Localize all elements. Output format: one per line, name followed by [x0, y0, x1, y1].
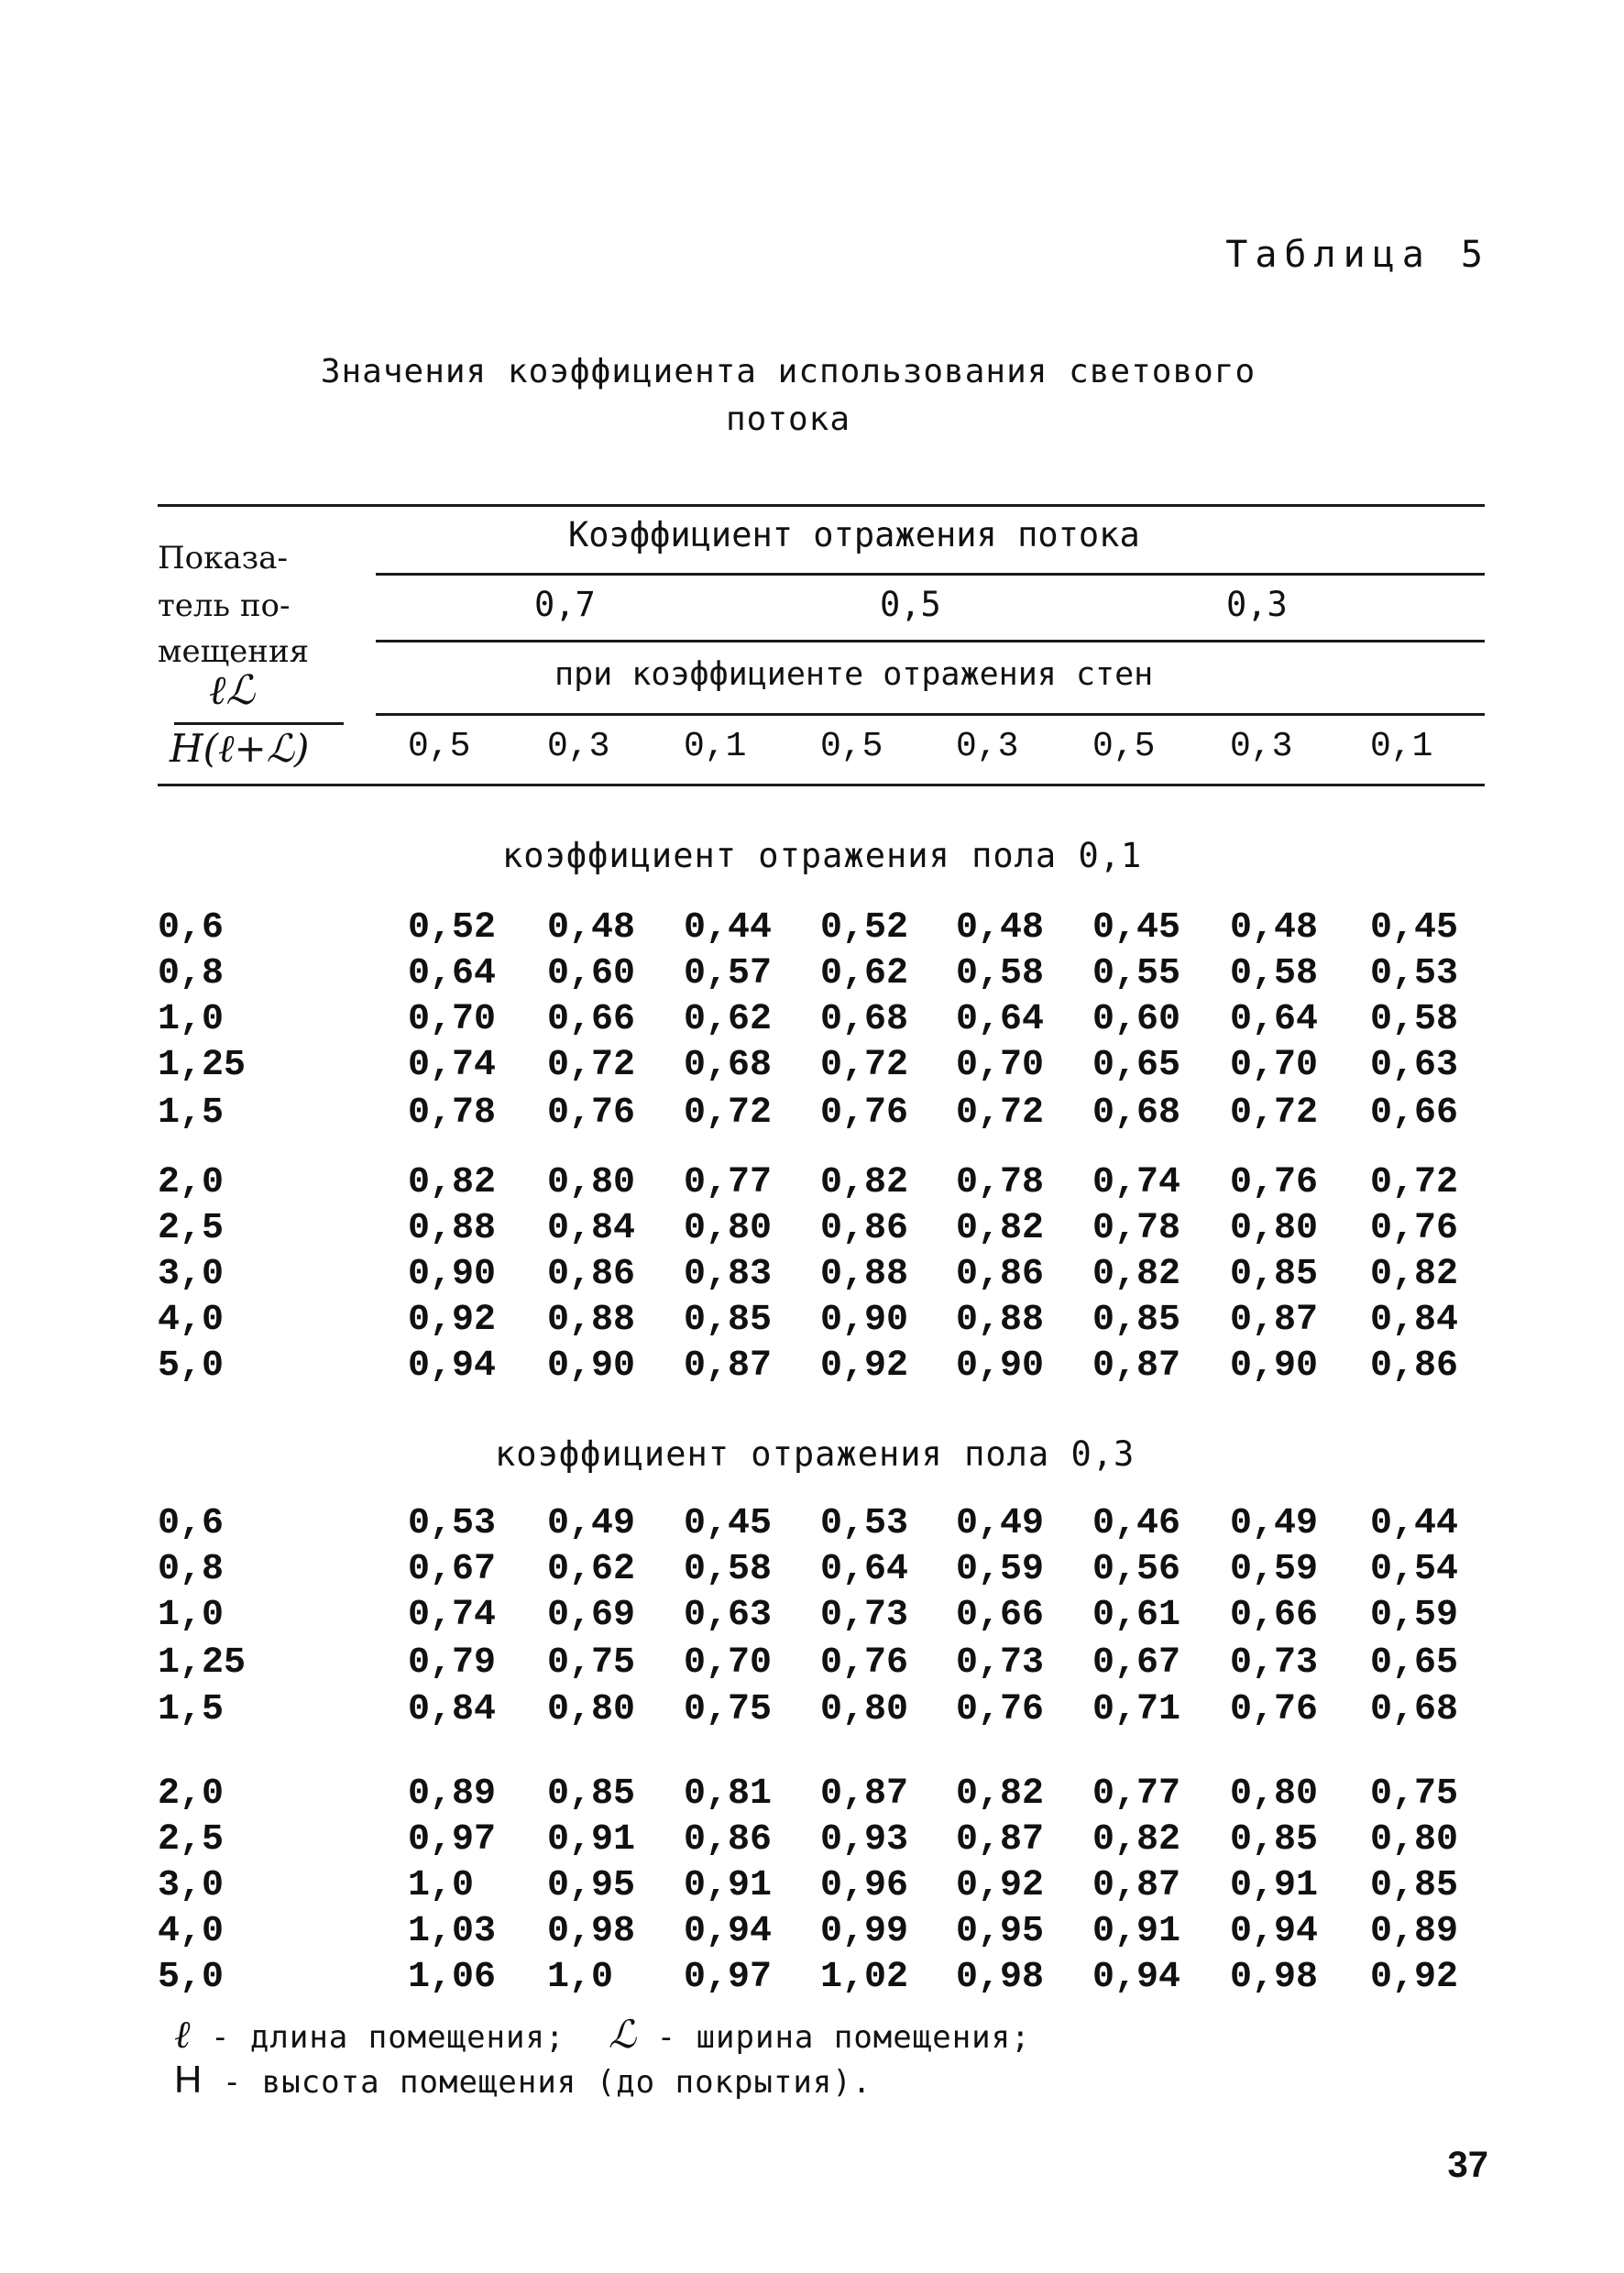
coefficient-cell: 0,64	[1230, 999, 1319, 1040]
coefficient-cell: 0,93	[820, 1819, 909, 1861]
coefficient-cell: 0,52	[408, 907, 497, 949]
coefficient-cell: 0,70	[684, 1642, 773, 1684]
coefficient-cell: 0,82	[1092, 1254, 1181, 1295]
coefficient-cell: 0,70	[408, 999, 497, 1040]
coefficient-cell: 0,96	[820, 1865, 909, 1906]
coefficient-cell: 0,85	[684, 1300, 773, 1341]
coefficient-cell: 0,72	[820, 1045, 909, 1086]
coefficient-cell: 0,48	[956, 907, 1045, 949]
legend-text-width: - ширина помещения;	[637, 2019, 1031, 2056]
coefficient-cell: 0,86	[547, 1254, 636, 1295]
coefficient-cell: 0,76	[820, 1642, 909, 1684]
coefficient-cell: 0,84	[547, 1208, 636, 1249]
coefficient-cell: 0,84	[1370, 1300, 1459, 1341]
coefficient-cell: 0,75	[684, 1689, 773, 1730]
coefficient-cell: 0,88	[956, 1300, 1045, 1341]
coefficient-cell: 0,82	[956, 1208, 1045, 1249]
legend-line-2	[174, 2058, 872, 2102]
coefficient-cell: 0,77	[1092, 1773, 1181, 1815]
section-title-floor-01: коэффициент отражения пола 0,1	[502, 836, 1143, 875]
coefficient-cell: 0,97	[684, 1957, 773, 1998]
ceiling-value-3: 0,3	[1226, 585, 1288, 624]
coefficient-cell: 0,86	[684, 1819, 773, 1861]
coefficient-cell: 0,53	[820, 1503, 909, 1544]
wall-reflection-title: при коэффициенте отражения стен	[554, 656, 1154, 693]
coefficient-cell: 0,62	[547, 1549, 636, 1590]
coefficient-cell: 0,87	[1092, 1865, 1181, 1906]
coefficient-cell: 0,98	[956, 1957, 1045, 1998]
coefficient-cell: 0,80	[547, 1689, 636, 1730]
coefficient-cell: 0,73	[1230, 1642, 1319, 1684]
coefficient-cell: 0,44	[684, 907, 773, 949]
coefficient-cell: 0,87	[956, 1819, 1045, 1861]
coefficient-cell: 0,80	[1370, 1819, 1459, 1861]
coefficient-cell: 0,58	[1230, 953, 1319, 994]
coefficient-cell: 0,85	[547, 1773, 636, 1815]
coefficient-cell: 0,45	[684, 1503, 773, 1544]
coefficient-cell: 0,83	[684, 1254, 773, 1295]
coefficient-cell: 0,69	[547, 1595, 636, 1636]
coefficient-cell: 0,86	[956, 1254, 1045, 1295]
room-index-cell: 1,25	[158, 1642, 247, 1684]
legend-symbol-height: H	[174, 2058, 203, 2101]
coefficient-cell: 0,53	[1370, 953, 1459, 994]
coefficient-cell: 0,53	[408, 1503, 497, 1544]
coefficient-cell: 0,66	[956, 1595, 1045, 1636]
coefficient-cell: 0,87	[1092, 1345, 1181, 1387]
wall-value-header: 0,5	[1092, 727, 1156, 766]
coefficient-cell: 0,86	[820, 1208, 909, 1249]
room-index-cell: 0,6	[158, 907, 225, 949]
coefficient-cell: 0,58	[684, 1549, 773, 1590]
coefficient-cell: 0,68	[1370, 1689, 1459, 1730]
header-rule-ceiling	[376, 573, 1485, 576]
coefficient-cell: 0,94	[408, 1345, 497, 1387]
coefficient-cell: 0,80	[547, 1162, 636, 1203]
table-title-line-1: Значения коэффициента использования светового	[320, 353, 1256, 390]
coefficient-cell: 0,64	[820, 1549, 909, 1590]
legend-line-1	[174, 2012, 1031, 2058]
coefficient-cell: 0,82	[820, 1162, 909, 1203]
coefficient-cell: 0,98	[547, 1911, 636, 1952]
coefficient-cell: 0,68	[1092, 1093, 1181, 1134]
room-index-cell: 0,6	[158, 1503, 225, 1544]
coefficient-cell: 0,81	[684, 1773, 773, 1815]
coefficient-cell: 0,90	[1230, 1345, 1319, 1387]
room-index-cell: 3,0	[158, 1254, 225, 1295]
coefficient-cell: 0,80	[1230, 1773, 1319, 1815]
coefficient-cell: 0,85	[1230, 1819, 1319, 1861]
coefficient-cell: 0,48	[1230, 907, 1319, 949]
page-number: 37	[1447, 2145, 1488, 2185]
coefficient-cell: 0,82	[408, 1162, 497, 1203]
coefficient-cell: 0,76	[1370, 1208, 1459, 1249]
room-index-cell: 2,5	[158, 1208, 225, 1249]
coefficient-cell: 0,63	[1370, 1045, 1459, 1086]
legend-symbol-width: ℒ	[608, 2012, 638, 2057]
coefficient-cell: 0,65	[1370, 1642, 1459, 1684]
coefficient-cell: 0,99	[820, 1911, 909, 1952]
room-index-cell: 2,0	[158, 1773, 225, 1815]
wall-value-header: 0,1	[1370, 727, 1433, 766]
coefficient-cell: 0,56	[1092, 1549, 1181, 1590]
coefficient-cell: 0,76	[956, 1689, 1045, 1730]
room-index-cell: 2,0	[158, 1162, 225, 1203]
coefficient-cell: 0,91	[547, 1819, 636, 1861]
legend-text-height: - высота помещения (до покрытия).	[203, 2064, 872, 2101]
coefficient-cell: 1,06	[408, 1957, 497, 1998]
coefficient-cell: 0,90	[820, 1300, 909, 1341]
coefficient-cell: 0,66	[547, 999, 636, 1040]
coefficient-cell: 0,62	[820, 953, 909, 994]
coefficient-cell: 0,89	[1370, 1911, 1459, 1952]
room-index-cell: 1,0	[158, 999, 225, 1040]
room-index-cell: 5,0	[158, 1345, 225, 1387]
formula-denominator: H(ℓ+ℒ)	[170, 726, 310, 771]
coefficient-cell: 0,78	[956, 1162, 1045, 1203]
wall-value-header: 0,1	[684, 727, 747, 766]
wall-value-header: 0,3	[547, 727, 610, 766]
room-index-cell: 0,8	[158, 1549, 225, 1590]
coefficient-cell: 0,70	[1230, 1045, 1319, 1086]
coefficient-cell: 0,66	[1370, 1093, 1459, 1134]
room-index-cell: 5,0	[158, 1957, 225, 1998]
coefficient-cell: 0,85	[1370, 1865, 1459, 1906]
coefficient-cell: 0,78	[1092, 1208, 1181, 1249]
coefficient-cell: 0,92	[1370, 1957, 1459, 1998]
coefficient-cell: 0,74	[408, 1045, 497, 1086]
coefficient-cell: 0,77	[684, 1162, 773, 1203]
coefficient-cell: 0,72	[547, 1045, 636, 1086]
coefficient-cell: 0,70	[956, 1045, 1045, 1086]
coefficient-cell: 0,72	[684, 1093, 773, 1134]
coefficient-cell: 0,94	[1092, 1957, 1181, 1998]
coefficient-cell: 0,90	[547, 1345, 636, 1387]
coefficient-cell: 0,91	[1092, 1911, 1181, 1952]
coefficient-cell: 0,76	[820, 1093, 909, 1134]
ceiling-value-1: 0,7	[534, 585, 596, 624]
coefficient-cell: 1,0	[408, 1865, 475, 1906]
room-index-cell: 4,0	[158, 1911, 225, 1952]
coefficient-cell: 0,59	[956, 1549, 1045, 1590]
coefficient-cell: 1,03	[408, 1911, 497, 1952]
coefficient-cell: 0,49	[547, 1503, 636, 1544]
coefficient-cell: 0,91	[1230, 1865, 1319, 1906]
legend-symbol-length: ℓ	[174, 2012, 192, 2057]
coefficient-cell: 0,95	[956, 1911, 1045, 1952]
coefficient-cell: 0,92	[408, 1300, 497, 1341]
table-title-line-2: потока	[725, 401, 851, 438]
room-index-label-1: Показа-	[158, 540, 288, 576]
header-rule-walls	[376, 713, 1485, 716]
coefficient-cell: 0,72	[1370, 1162, 1459, 1203]
coefficient-cell: 0,59	[1370, 1595, 1459, 1636]
table-label: Таблица 5	[1225, 234, 1490, 276]
coefficient-cell: 0,68	[820, 999, 909, 1040]
coefficient-cell: 0,66	[1230, 1595, 1319, 1636]
coefficient-cell: 0,71	[1092, 1689, 1181, 1730]
coefficient-cell: 0,76	[1230, 1162, 1319, 1203]
header-rule-ceiling-values	[376, 640, 1485, 642]
coefficient-cell: 0,63	[684, 1595, 773, 1636]
coefficient-cell: 0,80	[820, 1689, 909, 1730]
section-title-floor-03: коэффициент отражения пола 0,3	[495, 1434, 1136, 1474]
coefficient-cell: 0,58	[956, 953, 1045, 994]
coefficient-cell: 0,87	[1230, 1300, 1319, 1341]
coefficient-cell: 0,58	[1370, 999, 1459, 1040]
coefficient-cell: 0,72	[956, 1093, 1045, 1134]
coefficient-cell: 0,57	[684, 953, 773, 994]
coefficient-cell: 0,59	[1230, 1549, 1319, 1590]
coefficient-cell: 0,80	[684, 1208, 773, 1249]
room-index-cell: 4,0	[158, 1300, 225, 1341]
legend-text-length: - длина помещения;	[191, 2019, 565, 2056]
coefficient-cell: 0,92	[820, 1345, 909, 1387]
coefficient-cell: 0,48	[547, 907, 636, 949]
coefficient-cell: 0,95	[547, 1865, 636, 1906]
coefficient-cell: 0,67	[408, 1549, 497, 1590]
room-index-cell: 1,5	[158, 1093, 225, 1134]
coefficient-cell: 0,85	[1230, 1254, 1319, 1295]
coefficient-cell: 0,49	[1230, 1503, 1319, 1544]
ceiling-reflection-title: Коэффициент отражения потока	[568, 515, 1140, 555]
coefficient-cell: 0,74	[1092, 1162, 1181, 1203]
coefficient-cell: 0,90	[408, 1254, 497, 1295]
coefficient-cell: 0,82	[956, 1773, 1045, 1815]
coefficient-cell: 0,55	[1092, 953, 1181, 994]
room-index-label-3: мещения	[158, 633, 310, 670]
coefficient-cell: 0,44	[1370, 1503, 1459, 1544]
room-index-cell: 3,0	[158, 1865, 225, 1906]
coefficient-cell: 0,74	[408, 1595, 497, 1636]
coefficient-cell: 0,73	[820, 1595, 909, 1636]
coefficient-cell: 0,45	[1092, 907, 1181, 949]
coefficient-cell: 0,65	[1092, 1045, 1181, 1086]
wall-value-header: 0,3	[1230, 727, 1293, 766]
header-bottom-rule	[158, 784, 1485, 786]
coefficient-cell: 0,76	[547, 1093, 636, 1134]
room-index-cell: 1,25	[158, 1045, 247, 1086]
coefficient-cell: 0,91	[684, 1865, 773, 1906]
coefficient-cell: 0,94	[684, 1911, 773, 1952]
coefficient-cell: 0,88	[547, 1300, 636, 1341]
coefficient-cell: 1,02	[820, 1957, 909, 1998]
coefficient-cell: 0,49	[956, 1503, 1045, 1544]
coefficient-cell: 0,76	[1230, 1689, 1319, 1730]
coefficient-cell: 0,87	[684, 1345, 773, 1387]
coefficient-cell: 0,84	[408, 1689, 497, 1730]
coefficient-cell: 0,97	[408, 1819, 497, 1861]
coefficient-cell: 0,75	[1370, 1773, 1459, 1815]
coefficient-cell: 0,80	[1230, 1208, 1319, 1249]
coefficient-cell: 0,60	[547, 953, 636, 994]
coefficient-cell: 0,88	[820, 1254, 909, 1295]
room-index-cell: 0,8	[158, 953, 225, 994]
coefficient-cell: 0,82	[1370, 1254, 1459, 1295]
coefficient-cell: 0,61	[1092, 1595, 1181, 1636]
room-index-cell: 1,0	[158, 1595, 225, 1636]
coefficient-cell: 0,82	[1092, 1819, 1181, 1861]
coefficient-cell: 0,64	[956, 999, 1045, 1040]
coefficient-cell: 0,98	[1230, 1957, 1319, 1998]
wall-value-header: 0,5	[820, 727, 883, 766]
ceiling-value-2: 0,5	[880, 585, 941, 624]
formula-fraction-bar	[174, 722, 344, 725]
coefficient-cell: 0,45	[1370, 907, 1459, 949]
coefficient-cell: 0,46	[1092, 1503, 1181, 1544]
coefficient-cell: 0,86	[1370, 1345, 1459, 1387]
coefficient-cell: 0,68	[684, 1045, 773, 1086]
room-index-cell: 2,5	[158, 1819, 225, 1861]
coefficient-cell: 0,75	[547, 1642, 636, 1684]
coefficient-cell: 0,89	[408, 1773, 497, 1815]
room-index-label-2: тель по-	[158, 587, 291, 624]
coefficient-cell: 0,73	[956, 1642, 1045, 1684]
coefficient-cell: 0,67	[1092, 1642, 1181, 1684]
coefficient-cell: 0,62	[684, 999, 773, 1040]
coefficient-cell: 0,52	[820, 907, 909, 949]
coefficient-cell: 1,0	[547, 1957, 614, 1998]
coefficient-cell: 0,72	[1230, 1093, 1319, 1134]
coefficient-cell: 0,88	[408, 1208, 497, 1249]
coefficient-cell: 0,79	[408, 1642, 497, 1684]
coefficient-cell: 0,54	[1370, 1549, 1459, 1590]
coefficient-cell: 0,90	[956, 1345, 1045, 1387]
header-top-rule	[158, 504, 1485, 507]
coefficient-cell: 0,87	[820, 1773, 909, 1815]
coefficient-cell: 0,78	[408, 1093, 497, 1134]
coefficient-cell: 0,60	[1092, 999, 1181, 1040]
wall-value-header: 0,3	[956, 727, 1019, 766]
coefficient-cell: 0,92	[956, 1865, 1045, 1906]
room-index-cell: 1,5	[158, 1689, 225, 1730]
formula-numerator: ℓℒ	[209, 667, 256, 714]
coefficient-cell: 0,94	[1230, 1911, 1319, 1952]
coefficient-cell: 0,64	[408, 953, 497, 994]
coefficient-cell: 0,85	[1092, 1300, 1181, 1341]
wall-value-header: 0,5	[408, 727, 471, 766]
